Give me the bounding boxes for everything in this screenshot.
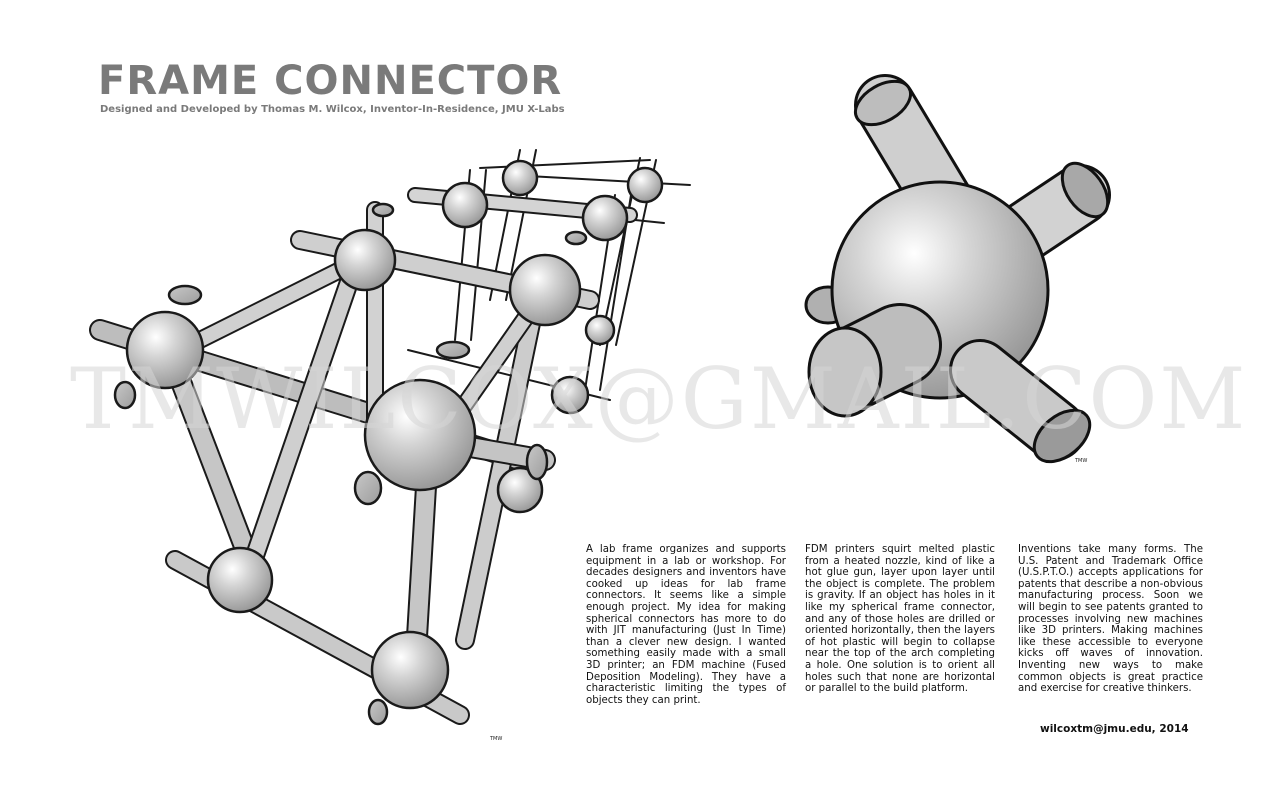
watermark: TMWILCOX@GMAIL.COM [70, 350, 1248, 448]
signature-right: TMW [1075, 458, 1088, 464]
text-column-3: Inventions take many forms. The U.S. Patent and Trademark Office (U.S.P.T.O.) accepts applications for patents that describe a non-obvious manufacturing process. Soon we will begin to see patents granted to processes involving new machines like 3D printers. Making machines like these accessible to everyone kicks off waves of innovation. Inventing new ways to make common objects is great practice and exercise for creative thinkers. [1018, 544, 1203, 695]
text-column-2: FDM printers squirt melted plastic from a heated nozzle, kind of like a hot glue gun, layer upon layer until the object is complete. The problem is gravity. If an object has holes in it like my spherical frame connector, and any of those holes are drilled or oriented horizontally, then the layers of hot plastic will begin to collapse near the top of the arch completing a hole. One solution is to orient all holes such that none are horizontal or parallel to the build platform. [805, 544, 995, 695]
text-column-1: A lab frame organizes and supports equipment in a lab or workshop. For decades designers and inventors have cooked up ideas for lab frame connectors. It seems like a simple enough project. My idea for making spherical connectors has more to do with JIT manufacturing (Just In Time) than a clever new design. I wanted something easily made with a small 3D printer; an FDM machine (Fused Deposition Modeling). They have a characteristic limiting the types of objects they can print. [586, 544, 786, 706]
footer-email: wilcoxtm@jmu.edu, 2014 [1040, 723, 1189, 735]
page-subtitle: Designed and Developed by Thomas M. Wilcox, Inventor-In-Residence, JMU X-Labs [100, 104, 565, 115]
signature-left: TMW [490, 736, 503, 742]
page-title: FRAME CONNECTOR [98, 58, 563, 104]
connector-closeup-illustration [806, 72, 1117, 471]
